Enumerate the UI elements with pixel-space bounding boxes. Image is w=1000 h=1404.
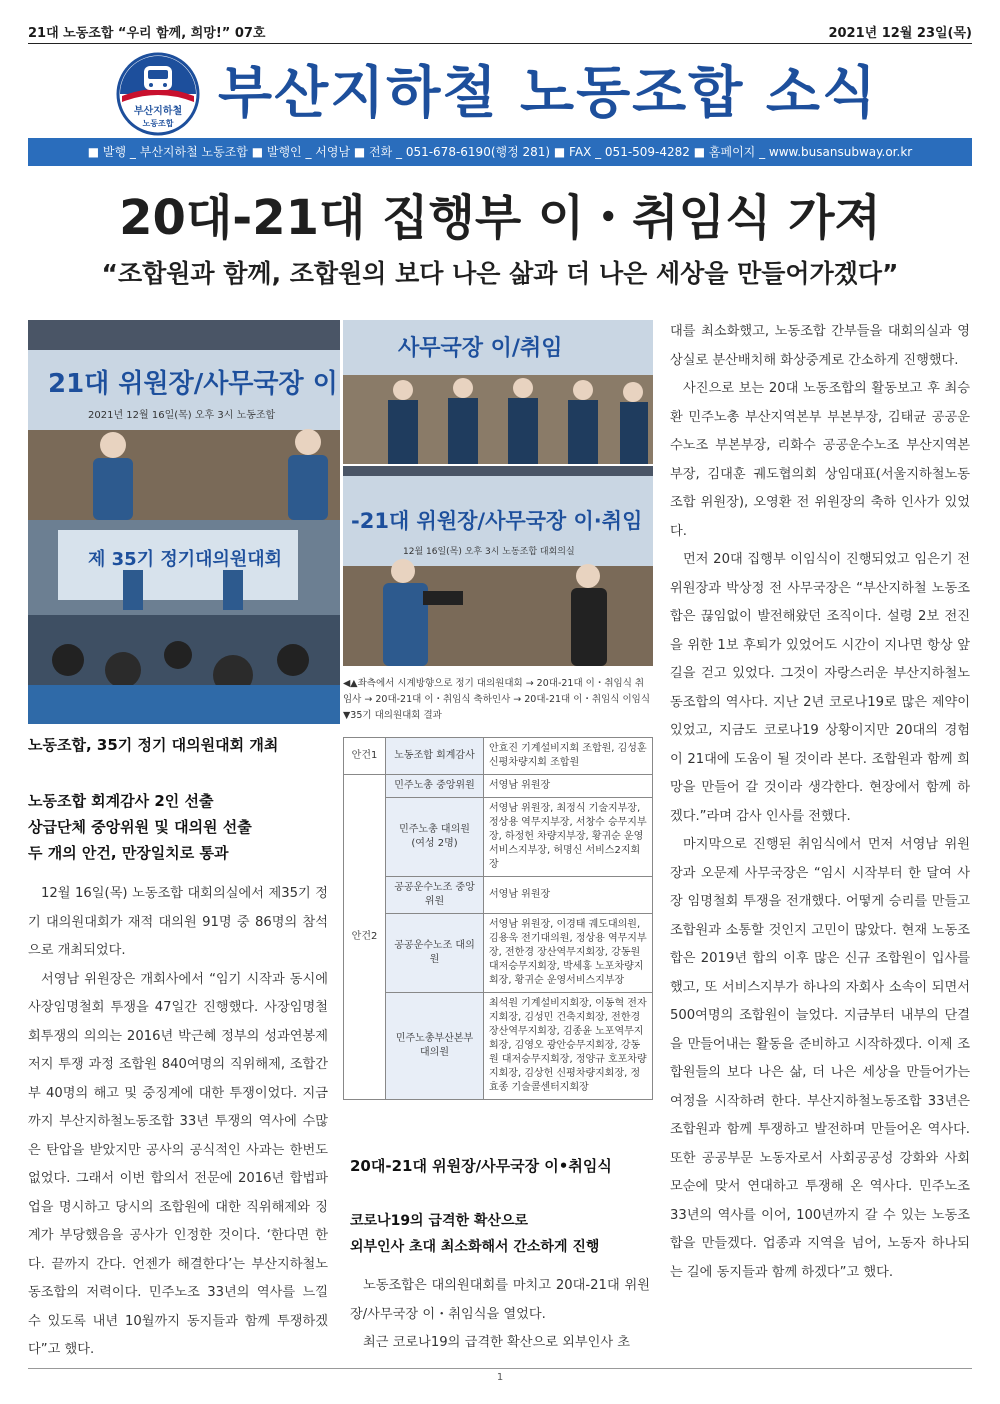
header-divider [28,43,972,44]
logo-text-1: 부산지하철 [133,106,183,117]
org-cell: 공공운수노조 대의원 [386,914,484,993]
subtitle-line: 노동조합 회계감사 2인 선출 [28,792,214,810]
members-cell: 서영남 위원장 [484,775,653,798]
members-cell: 서영남 위원장, 이경태 궤도대의원, 김용욱 전기대의원, 정상용 역무지부장, 전한경 장산역무지회장, 강동원 대저승무지회장, 박세홍 노포차량지회장, 황귀순 운영서비스지부장 [484,914,653,993]
main-headline: 20대-21대 집행부 이・취임식 가져 [119,190,881,246]
subtitle-line: 상급단체 중앙위원 및 대의원 선출 [28,818,252,836]
masthead [28,52,972,136]
photo-banner-text: -21대 위원장/사무국장 이·취임 [351,509,643,533]
sub-headline: “조합원과 함께, 조합원의 보다 나은 삶과 더 나은 세상을 만들어가겠다” [101,259,899,288]
table-row [344,877,653,914]
org-cell: 노동조합 회계감사 [386,738,484,775]
page-number: 1 [496,1372,504,1383]
photo-delegate-meeting [28,520,340,724]
issue-header [28,22,972,42]
photo-caption: ◀▲좌측에서 시계방향으로 정기 대의원대회 → 20대-21대 이・취임식 취임사 → 20대-21대 이・취임식 축하인사 → 20대-21대 이・취임식 이임식 ▼35기 대의원대회 결과 [343,678,651,721]
photo-banner-text: 21대 위원장/사무국장 이 [48,369,338,399]
photo-banner-text: 제 35기 정기대의원대회 [88,549,283,570]
paragraph: 대를 최소화했고, 노동조합 간부들을 대회의실과 영상실로 분산배치해 화상중계로 간소하게 진행했다. [670,324,970,368]
members-cell: 최석원 기계설비지회장, 이동혁 전자지회장, 김성민 건축지회장, 전한경 장산역무지회장, 김종윤 노포역무지회장, 김영오 광안승무지회장, 강동원 대저승무지회장, 정양규 호포차량지회장, 김상헌 신평차량지회장, 정효종 기술콜센터지회장 [484,993,653,1100]
paragraph: 사진으로 보는 20대 노동조합의 활동보고 후 최승환 민주노총 부산지역본부 부본부장, 김태균 공공운수노조 부본부장, 리화수 공공운수노조 부산지역본부장, 김대훈 궤도협의회 상임대표(서울지하철노동조합 위원장), 오영환 전 위원장의 축하 인사가 있었다. [670,381,970,539]
article-1-title: 노동조합, 35기 정기 대의원대회 개최 [28,736,279,754]
org-cell: 공공운수노조 중앙위원 [386,877,484,914]
subway-union-logo-icon [116,52,200,136]
paragraph: 먼저 20대 집행부 이임식이 진행되었고 임은기 전 위원장과 박상정 전 사무국장은 “부산지하철 노동조합은 끊임없이 발전해왔던 조직이다. 설령 2보 전진을 위한 1보 후퇴가 있었어도 시간이 지나면 항상 앞길을 걷고 있었다. 그것이 자랑스러운 부산지하철노동조합의 역사다. 지난 2년 코로나19로 많은 제약이 있었고, 지금도 코로나19 상황이지만 20대의 경험이 21대에 도움이 될 것이라 본다. 조합원과 함께 희망을 만들어 갈 것이라 생각한다. 현장에서 함께 하겠다.”라며 감사 인사를 전했다. [670,552,970,824]
photo-banner-text: 사무국장 이/취임 [398,336,563,361]
issue-number: 21대 노동조합 “우리 함께, 희망!” 07호 [28,26,266,41]
paragraph: 노동조합은 대의원대회를 마치고 20대-21대 위원장/사무국장 이・취임식을 열었다. [350,1278,650,1322]
table-row [344,775,653,798]
logo-text-2: 노동조합 [142,119,174,128]
article-1-body [28,880,328,1365]
newsletter-title: 부산지하철 노동조합 소식 [218,61,879,126]
subtitle-line: 두 개의 안건, 만장일치로 통과 [28,844,229,862]
footer-divider [28,1368,972,1369]
article-2-title: 20대-21대 위원장/사무국장 이•취임식 [350,1157,612,1175]
table-row [344,914,653,993]
publisher-info-bar: ■ 발행 _ 부산지하철 노동조합 ■ 발행인 _ 서영남 ■ 전화 _ 051-678-6190(행정 281) ■ FAX _ 051-509-4282 ■ 홈페이지 _ www.busansubway.or.kr [28,138,972,166]
photo-guest-greetings [343,320,653,464]
table-row [344,993,653,1100]
table-row [344,798,653,877]
paragraph: 12월 16일(목) 노동조합 대회의실에서 제35기 정기 대의원대회가 재적 대의원 91명 중 86명의 참석으로 개최되었다. [28,886,328,958]
article-1-subtitle [28,788,338,866]
photo-farewell-ceremony [343,466,653,666]
article-2-body [350,1272,650,1358]
subtitle-line: 코로나19의 급격한 확산으로 [350,1213,528,1229]
table-row [344,738,653,775]
members-cell: 서영남 위원장, 최정식 기술지부장, 정상용 역무지부장, 서창수 승무지부장, 하정헌 차량지부장, 황귀순 운영서비스지부장, 허명신 서비스2지회장 [484,798,653,877]
paragraph: 서영남 위원장은 개회사에서 “임기 시작과 동시에 사장임명철회 투쟁을 47일간 진행했다. 사장임명철회투쟁의 의의는 2016년 박근혜 정부의 성과연봉제 저지 투쟁 과정 조합원 840여명의 직위해제, 조합간부 40명의 해고 및 중징계에 대한 투쟁이었다. 지금까지 부산지하철노동조합 33년 투쟁의 역사에 수많은 탄압을 받았지만 공사의 공식적인 사과는 한번도 없었다. 그래서 이번 합의서 전문에 2016년 합법파업을 명시하고 당시의 조합원에 대한 직위해제와 징계가 부당했음을 공사가 인정한 것이다. ‘한다면 한다. 끝까지 간다. 언젠가 해결한다’는 부산지하철노동조합의 저력이다. 민주노조 33년의 역사를 느낄 수 있도록 내년 10월까지 동지들과 함께 투쟁하겠다”고 했다. [28,971,328,1357]
issue-date: 2021년 12월 23일(목) [828,26,972,41]
article-2-continued [670,318,970,1287]
members-cell: 서영남 위원장 [484,877,653,914]
photo-inauguration-speech [28,320,340,520]
election-results-table [343,737,653,1100]
org-cell: 민주노총부산본부 대의원 [386,993,484,1100]
subtitle-line: 외부인사 초대 최소화해서 간소하게 진행 [350,1239,600,1255]
photo-banner-subtext: 12월 16일(목) 오후 3시 노동조합 대회의실 [403,547,575,557]
paragraph: 마지막으로 진행된 취임식에서 먼저 서영남 위원장과 오문제 사무국장은 “임시 시작부터 한 달여 사장 임명철회 투쟁을 전개했다. 어떻게 승리를 만들고 조합원과 소통할 것인지 고민이 많았다. 현재 노동조합은 2019년 합의 이후 많은 신규 조합원이 입사를 했고, 또 서비스지부가 하나의 자회사 소속이 되면서 500여명의 조합원이 늘었다. 지금부터 내부의 단결을 만들어내는 활동을 준비하고 시작하겠다. 이제 조합원들의 보다 나은 삶, 더 나은 세상을 만들어가는 여정을 시작하려 한다. 부산지하철노동조합 33년은 조합원과 함께 투쟁하고 발전하며 만들어온 역사다. 또한 공공부문 노동자로서 사회공공성 강화와 사회 모순에 맞서 연대하고 투쟁해 온 역사다. 민주노조 33년의 역사를 이어, 100년까지 갈 수 있는 노동조합을 만들겠다. 업종과 지역을 넘어, 노동자 하나되는 길에 동지들과 함께 하겠다”고 했다. [670,837,970,1280]
photo-banner-subtext: 2021년 12월 16일(목) 오후 3시 노동조합 [88,410,276,421]
agenda-cell: 안건2 [344,775,386,1100]
article-2-subtitle [350,1208,653,1260]
paragraph: 최근 코로나19의 급격한 확산으로 외부인사 초 [363,1335,631,1350]
members-cell: 안효진 기계설비지회 조합원, 김성훈 신평차량지회 조합원 [484,738,653,775]
org-cell: 민주노총 중앙위원 [386,775,484,798]
agenda-cell: 안건1 [344,738,386,775]
org-cell: 민주노총 대의원 (여성 2명) [386,798,484,877]
